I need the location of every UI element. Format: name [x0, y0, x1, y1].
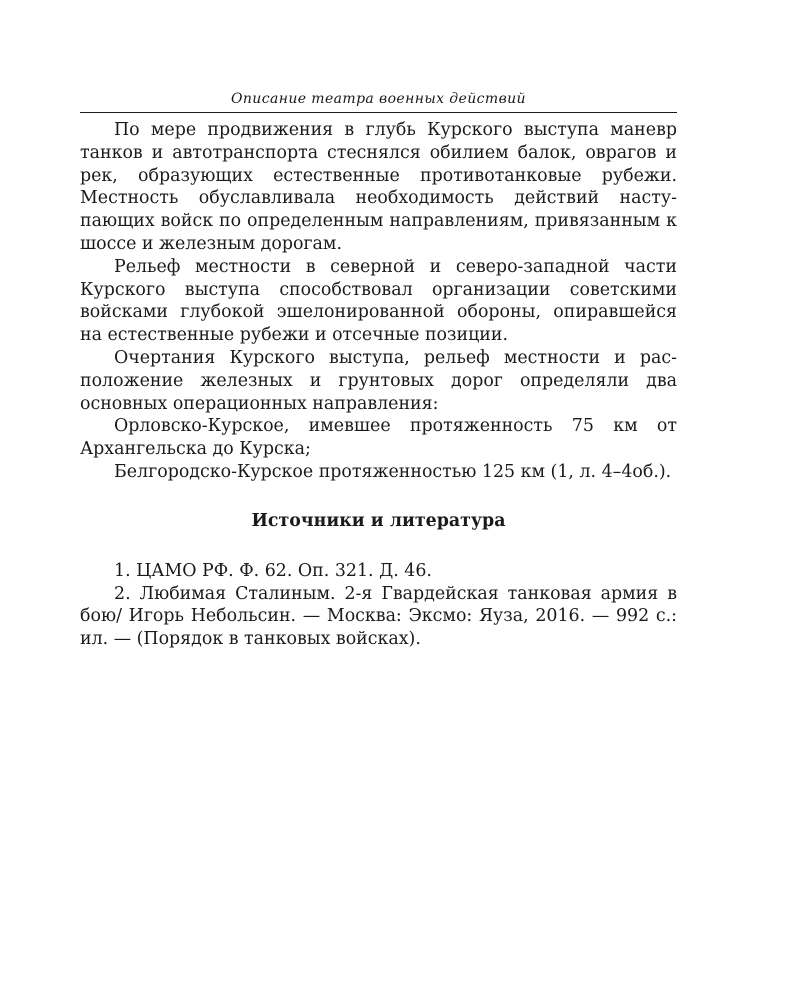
paragraph: По мере продвижения в глубь Курского выступа маневр танков и автотранспорта стеснялся обилием балок, оврагов и рек, образующих естественные противотанковые рубежи. Местность обуславливала необходимость действий наступающих войск по определенным направлениям, привязанным к шоссе и железным дорогам.: [80, 120, 677, 254]
paragraph: Орловско-Курское, имевшее протяженность 75 км от Архангельска до Курска;: [80, 416, 677, 460]
paragraph: Очертания Курского выступа, рельеф местности и расположение железных и грунтовых дорог определяли два основных операционных направления:: [80, 347, 677, 414]
source-item: 1. ЦАМО РФ. Ф. 62. Оп. 321. Д. 46.: [114, 560, 432, 581]
paragraph: Рельеф местности в северной и северо-западной части Курского выступа способствовал организации советскими войсками глубокой эшелонированной обороны, опиравшейся на естественные рубежи и отсечные позиции.: [80, 256, 677, 346]
source-item: 2. Любимая Сталиным. 2-я Гвардейская танковая армия в бою/ Игорь Небольсин. — Москва: Эксмо: Яуза, 2016. — 992 с.: ил. — (Порядок в танковых войсках).: [80, 583, 677, 650]
running-header: Описание театра военных действий: [80, 88, 677, 113]
document-page: [80, 88, 677, 651]
paragraph: Белгородско-Курское протяженностью 125 км (1, л. 4–4об.).: [114, 461, 672, 482]
sources-list: [80, 560, 677, 651]
body-text: [80, 119, 677, 484]
sources-heading: Источники и литература: [251, 510, 506, 531]
